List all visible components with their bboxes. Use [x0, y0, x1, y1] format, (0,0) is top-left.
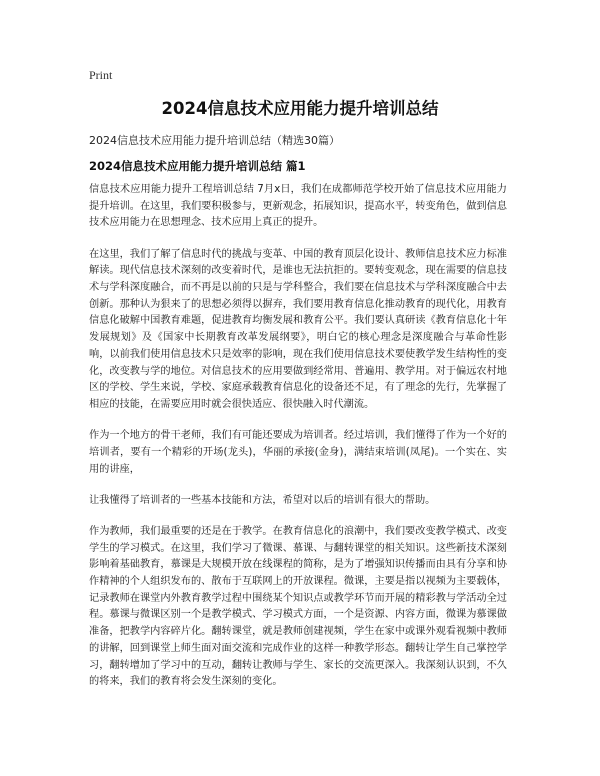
- paragraph-3: 作为一个地方的骨干老师，我们有可能还要成为培训者。经过培训，我们懂得了作为一个好的培训者，要有一个精彩的开场(龙头)，华丽的承接(金身)，满结束培训(凤尾)。一个实在、实用的讲座，: [89, 430, 507, 475]
- document-subtitle: 2024信息技术应用能力提升培训总结（精选30篇）: [89, 134, 340, 147]
- paragraph-2: 在这里，我们了解了信息时代的挑战与变革、中国的教育顶层化设计、教师信息技术应力标准解读。现代信息技术深刻的改变着时代，是谁也无法抗拒的。要转变观念，现在需要的信息技术与学科深度融合，而不再是以前的只是与学科整合，我们要在信息技术与学科深度融合中去创新。那种认为狠来了的思想必须得以摒弃，我们要用教育信息化推动教育的现代化，用教育信息化破解中国教育难题，促进教育均衡发展和教育公平。我们要认真研读《教育信息化十年发展规划》及《国家中长期教育改革发展纲要》，明白它的核心理念是深度融合与革命性影响，以前我们使用信息技术只是效率的影响，现在我们使用信息技术要使教学发生结构性的变化，改变教与学的地位。对信息技术的应用要做到经常用、普遍用、教学用。对于偏远农村地区的学校、学生来说，学校、家庭承载教育信息化的设备还不足，有了理念的先行，先掌握了相应的技能，在需要应用时就会很快适应、很快融入时代潮流。: [89, 248, 507, 410]
- paragraph-1: 信息技术应用能力提升工程培训总结 7月x日，我们在成都师范学校开始了信息技术应用能力提升培训。在这里，我们要积极参与，更新观念，拓展知识，提高水平，转变角色，做到信息技术应用能力在思想理念、技术应用上真正的提升。: [89, 184, 507, 229]
- paragraph-4: 让我懂得了培训者的一些基本技能和方法，希望对以后的培训有很大的帮助。: [89, 494, 436, 506]
- page-title: 2024信息技术应用能力提升培训总结: [161, 99, 439, 118]
- print-link[interactable]: Print: [89, 68, 113, 82]
- section-heading: 2024信息技术应用能力提升培训总结 篇1: [89, 159, 306, 173]
- paragraph-5: 作为教师，我们最重要的还是在于教学。在教育信息化的浪潮中，我们要改变教学模式、改变学生的学习模式。在这里，我们学习了微课、慕课、与翻转课堂的相关知识。这些新技术深刻影响着基础教育，慕课是大规模开放在线课程的简称，是为了增强知识传播而由具有分享和协作精神的个人组织发布的、散布于互联网上的开放课程。微课，主要是指以视频为主要载体，记录教师在课堂内外教育教学过程中围绕某个知识点或教学环节而开展的精彩教与学活动全过程。慕课与微课区别一个是教学模式、学习模式方面，一个是资源、内容方面，微课为慕课做准备，把教学内容碎片化。翻转课堂，就是教师创建视频，学生在家中或课外观看视频中教师的讲解，回到课堂上师生面对面交流和完成作业的这样一种教学形态。翻转让学生自己掌控学习，翻转增加了学习中的互动，翻转让教师与学生、家长的交流更深入。我深刻认识到，不久的将来，我们的教育将会发生深刻的变化。: [89, 525, 507, 688]
- article-body: [89, 182, 507, 705]
